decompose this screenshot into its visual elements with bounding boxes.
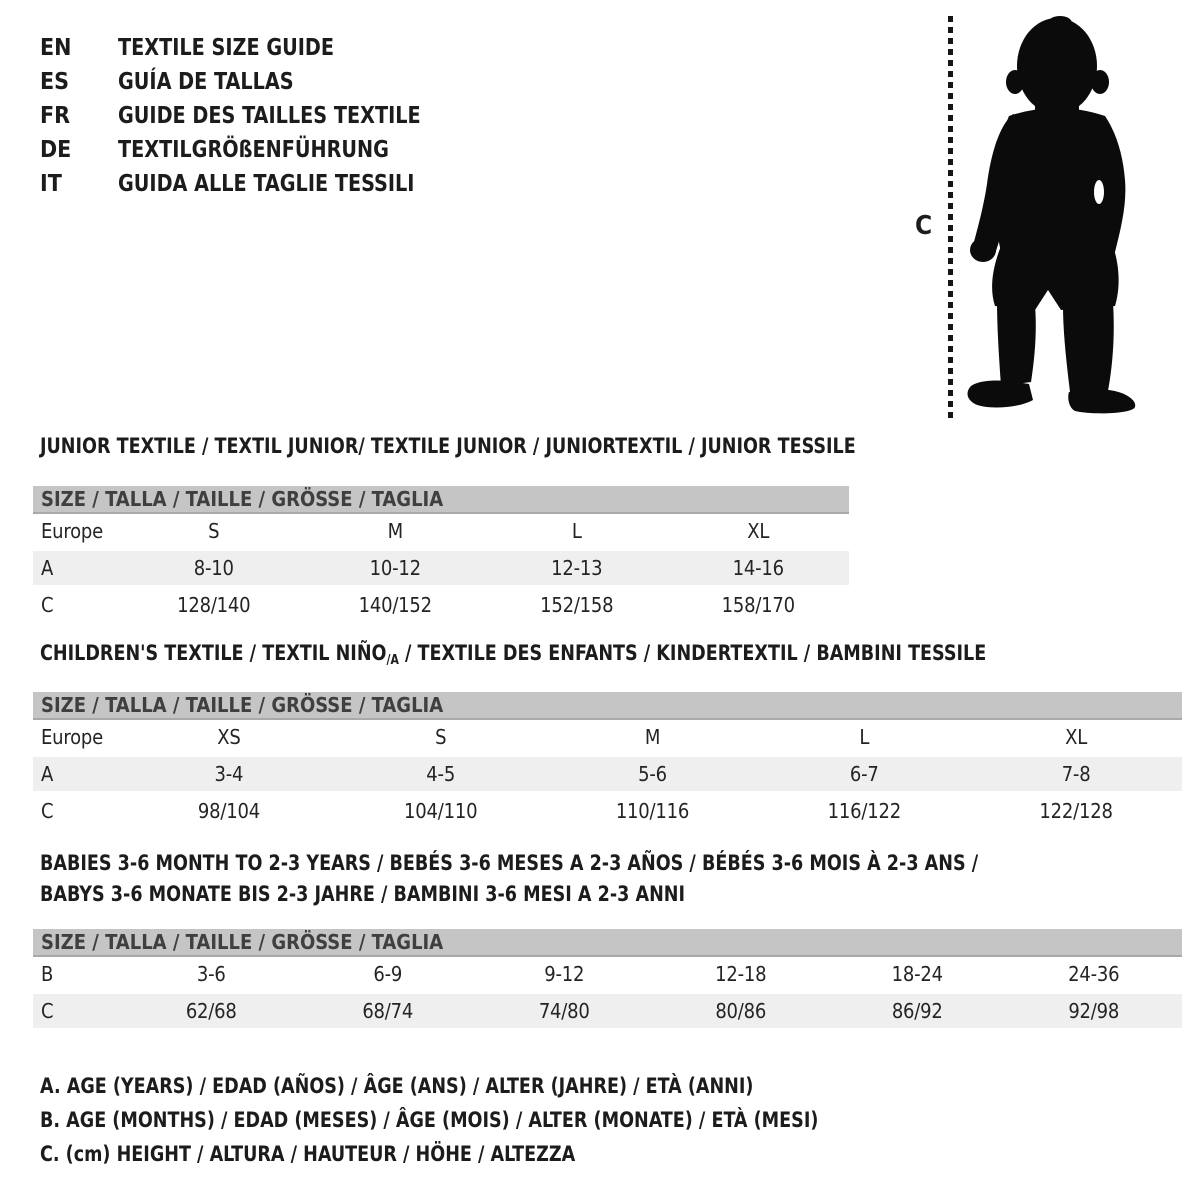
children-section-title	[40, 641, 1057, 668]
language-row	[40, 99, 443, 133]
language-code: FR	[40, 103, 71, 129]
size-header-text: SIZE / TALLA / TAILLE / GRÖSSE / TAGLIA	[41, 930, 444, 954]
size-cell: 110/116	[615, 799, 690, 823]
language-row	[40, 167, 443, 201]
size-cell: 116/122	[827, 799, 901, 823]
size-cell: 98/104	[197, 799, 260, 823]
row-label: C	[33, 993, 123, 1030]
size-row-months	[33, 957, 1182, 993]
toddler-silhouette	[963, 14, 1143, 416]
size-row-height	[33, 793, 1182, 829]
size-cell: 14-16	[668, 550, 850, 587]
size-cell: 9-12	[544, 962, 585, 986]
size-cell: L	[859, 725, 870, 749]
language-row	[40, 133, 443, 167]
size-row-age	[33, 756, 1182, 793]
language-title: GUIDA ALLE TAGLIE TESSILI	[118, 171, 415, 197]
babies-title-line2: BABYS 3-6 MONATE BIS 2-3 JAHRE / BAMBINI 3-6 MESI A 2-3 ANNI	[40, 882, 686, 906]
language-title: TEXTILGRÖßENFÜHRUNG	[118, 137, 389, 163]
babies-title-line1: BABIES 3-6 MONTH TO 2-3 YEARS / BEBÉS 3-6 MESES A 2-3 AÑOS / BÉBÉS 3-6 MOIS À 2-3 ANS /	[40, 851, 979, 875]
size-header-bar	[33, 692, 1182, 720]
size-cell: 6-9	[373, 962, 403, 986]
size-cell: 24-36	[1068, 962, 1120, 986]
size-cell: 80/86	[653, 993, 830, 1030]
size-cell: 128/140	[177, 593, 251, 617]
size-cell: 12-18	[715, 962, 767, 986]
size-cell: 6-7	[758, 756, 970, 793]
babies-section-title	[40, 848, 1049, 910]
row-label: Europe	[41, 519, 104, 543]
language-row	[40, 31, 443, 65]
legend	[40, 1069, 877, 1171]
children-title-sub: /A	[386, 653, 399, 668]
language-title-list	[40, 31, 443, 201]
size-cell: 12-13	[486, 550, 668, 587]
children-size-table	[33, 692, 1182, 828]
babies-size-table	[33, 929, 1182, 1031]
size-cell: 92/98	[1006, 993, 1183, 1030]
size-cell: 5-6	[547, 756, 759, 793]
size-header-bar	[33, 486, 849, 514]
row-label: C	[41, 593, 54, 617]
size-cell: 18-24	[891, 962, 943, 986]
size-cell: M	[644, 725, 661, 749]
junior-section-title	[40, 434, 917, 458]
legend-line-c: C. (cm) HEIGHT / ALTURA / HAUTEUR / HÖHE / ALTEZZA	[40, 1142, 576, 1166]
language-title: GUIDE DES TAILLES TEXTILE	[118, 103, 421, 129]
size-cell: S	[435, 725, 447, 749]
row-label: Europe	[41, 725, 104, 749]
row-label: A	[33, 550, 123, 587]
size-cell: 104/110	[404, 799, 478, 823]
size-cell: 152/158	[540, 593, 614, 617]
size-cell: XL	[747, 519, 770, 543]
legend-line-b: B. AGE (MONTHS) / EDAD (MESES) / ÂGE (MOIS) / ALTER (MONATE) / ETÀ (MESI)	[40, 1108, 819, 1132]
row-label: A	[33, 756, 123, 793]
row-label: C	[41, 799, 54, 823]
height-measure-line	[948, 16, 953, 418]
size-cell: 158/170	[721, 593, 795, 617]
size-cell: 8-10	[123, 550, 305, 587]
size-cell: 86/92	[829, 993, 1006, 1030]
junior-section-title-text: JUNIOR TEXTILE / TEXTIL JUNIOR/ TEXTILE JUNIOR / JUNIORTEXTIL / JUNIOR TESSILE	[40, 434, 856, 458]
language-code: ES	[40, 69, 70, 95]
size-header-text: SIZE / TALLA / TAILLE / GRÖSSE / TAGLIA	[41, 693, 444, 717]
size-cell: 122/128	[1039, 799, 1113, 823]
size-row-europe	[33, 720, 1182, 756]
size-cell: 62/68	[123, 993, 300, 1030]
size-header-text: SIZE / TALLA / TAILLE / GRÖSSE / TAGLIA	[41, 487, 444, 511]
size-cell: 68/74	[300, 993, 477, 1030]
size-cell: XS	[217, 725, 241, 749]
language-title: GUÍA DE TALLAS	[118, 69, 294, 95]
language-code: EN	[40, 35, 72, 61]
size-cell: 140/152	[358, 593, 432, 617]
legend-line-a: A. AGE (YEARS) / EDAD (AÑOS) / ÂGE (ANS) / ALTER (JAHRE) / ETÀ (ANNI)	[40, 1074, 754, 1098]
language-code: DE	[40, 137, 72, 163]
children-title-prefix: CHILDREN'S TEXTILE / TEXTIL NIÑO	[40, 641, 387, 665]
size-header-bar	[33, 929, 1182, 957]
size-row-age	[33, 550, 849, 587]
size-cell: XL	[1065, 725, 1088, 749]
row-label: B	[41, 962, 54, 986]
size-cell: L	[571, 519, 582, 543]
height-measure-label: C	[915, 211, 933, 241]
size-row-height	[33, 587, 849, 623]
size-row-height	[33, 993, 1182, 1030]
size-cell: 4-5	[335, 756, 547, 793]
size-cell: S	[208, 519, 220, 543]
junior-size-table	[33, 486, 849, 622]
size-cell: 3-6	[196, 962, 226, 986]
size-cell: M	[387, 519, 403, 543]
size-row-europe	[33, 514, 849, 550]
size-cell: 3-4	[123, 756, 335, 793]
size-cell: 74/80	[476, 993, 653, 1030]
language-row	[40, 65, 443, 99]
size-cell: 10-12	[305, 550, 487, 587]
language-title: TEXTILE SIZE GUIDE	[118, 35, 335, 61]
language-code: IT	[40, 171, 62, 197]
children-title-suffix: / TEXTILE DES ENFANTS / KINDERTEXTIL / BAMBINI TESSILE	[398, 641, 987, 665]
size-cell: 7-8	[970, 756, 1182, 793]
